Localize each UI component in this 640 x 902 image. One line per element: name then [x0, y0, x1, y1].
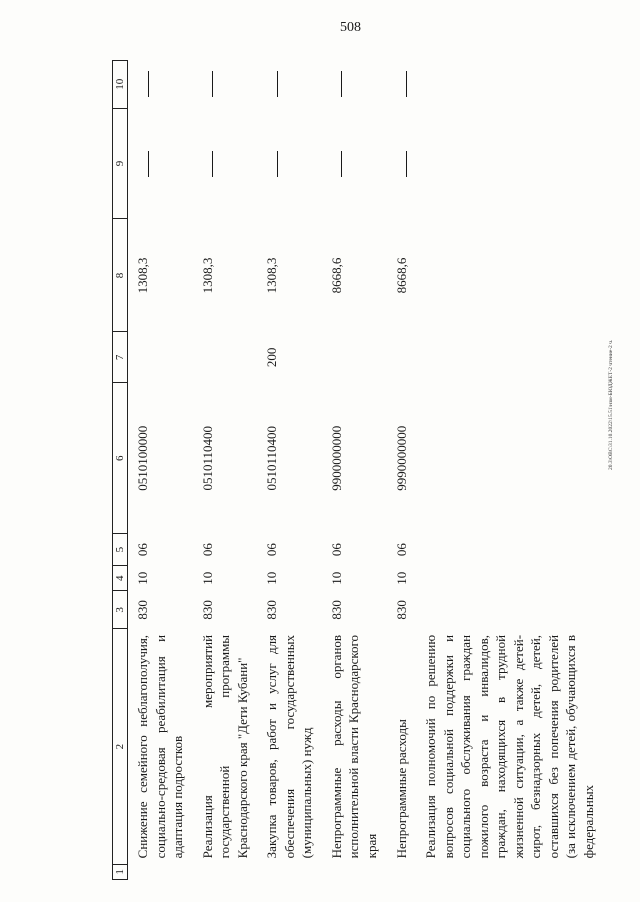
page-number: 508 [340, 20, 361, 35]
cell-col10 [416, 61, 603, 109]
cell-ministry: 830 [264, 600, 280, 620]
cell-section: 10 [328, 571, 344, 585]
cell-col9 [322, 108, 387, 219]
cell-col10 [257, 61, 322, 109]
table-row [322, 61, 387, 880]
header-row [113, 61, 128, 880]
header-cell: 8 [113, 219, 128, 332]
header-cell: 4 [113, 566, 128, 591]
cell-amount [416, 219, 603, 332]
table-row [193, 61, 258, 880]
footer-code: 20.3\ОВС\31.10.2022\15.51\нзм-БЮДЖЕТ-2 чтение-2 ч. [608, 339, 614, 470]
cell-amount: 1308,3 [135, 257, 150, 294]
cell-ministry [416, 591, 603, 629]
table-row [387, 61, 417, 880]
dash-mark [212, 71, 213, 97]
cell-expense-type [322, 332, 387, 383]
header-cell: 7 [113, 332, 128, 383]
cell-subsection: 06 [199, 543, 215, 557]
cell-expense-type: 200 [264, 347, 280, 368]
cell-subsection: 06 [393, 543, 409, 557]
cell-section: 10 [135, 571, 150, 585]
cell-expense-type [416, 332, 603, 383]
row-name: Снижение семейного неблагополучия, социально-средовая реабилитация и адаптация подростков [135, 634, 186, 859]
cell-amount: 8668,6 [393, 257, 409, 294]
header-cell: 5 [113, 534, 128, 566]
dash-mark [212, 151, 213, 177]
cell-target-article: 0510100000 [135, 425, 150, 491]
cell-section: 10 [393, 571, 409, 585]
header-cell: 2 [113, 629, 128, 864]
cell-col10 [322, 61, 387, 109]
cell-ministry: 830 [393, 600, 409, 620]
cell-subsection [416, 534, 603, 566]
header-cell: 1 [113, 864, 128, 879]
cell-col9 [257, 108, 322, 219]
cell-ministry: 830 [328, 600, 344, 620]
cell-target-article: 0510110400 [199, 425, 215, 491]
dash-mark [341, 151, 342, 177]
cell-ministry: 830 [135, 600, 150, 620]
budget-table [112, 60, 604, 880]
cell-col10 [387, 61, 417, 109]
cell-section: 10 [264, 571, 280, 585]
cell-amount: 1308,3 [264, 257, 280, 294]
cell-expense-type [193, 332, 258, 383]
header-cell: 6 [113, 383, 128, 534]
cell-col10 [193, 61, 258, 109]
cell-ministry: 830 [199, 600, 215, 620]
row-name: Реализация полномочий по решению вопросов социальной поддержки и социального обслуживания граждан пожилого возраста и инвалидов, граждан, находящихся в трудной жизненной ситуации, а также детей-сирот, безнадзорных детей, детей, оставшихся без попечения родителей (за исключением детей, обучающихся в федеральных [423, 634, 597, 859]
cell-amount: 1308,3 [199, 257, 215, 294]
table-row [257, 61, 322, 880]
dash-mark [341, 71, 342, 97]
cell-col9 [128, 108, 193, 219]
row-name: Непрограммные расходы [393, 719, 409, 859]
cell-section: 10 [199, 571, 215, 585]
cell-target-article: 9900000000 [328, 425, 344, 491]
cell-subsection: 06 [135, 543, 150, 557]
table-row [416, 61, 603, 880]
cell-col9 [193, 108, 258, 219]
header-cell: 10 [113, 61, 128, 109]
cell-subsection: 06 [328, 543, 344, 557]
cell-expense-type [128, 332, 193, 383]
cell-target-article: 0510110400 [264, 425, 280, 491]
header-cell: 9 [113, 108, 128, 219]
dash-mark [277, 151, 278, 177]
cell-expense-type [387, 332, 417, 383]
row-name: Реализация мероприятий государственной программы Краснодарского края "Дети Кубани" [199, 634, 250, 859]
dash-mark [406, 71, 407, 97]
cell-section [416, 566, 603, 591]
cell-col9 [387, 108, 417, 219]
dash-mark [277, 71, 278, 97]
dash-mark [406, 151, 407, 177]
cell-col10 [128, 61, 193, 109]
row-name: Непрограммные расходы органов исполнительной власти Краснодарского края [328, 634, 380, 859]
header-cell: 3 [113, 591, 128, 629]
cell-amount: 8668,6 [328, 257, 344, 294]
cell-target-article: 9990000000 [393, 425, 409, 491]
dash-mark [148, 71, 149, 97]
cell-col9 [416, 108, 603, 219]
row-name: Закупка товаров, работ и услуг для обеспечения государственных (муниципальных) нужд [264, 634, 315, 859]
cell-target-article [416, 383, 603, 534]
rotated-table-sheet [112, 60, 612, 880]
cell-subsection: 06 [264, 543, 280, 557]
table-row [128, 61, 193, 880]
dash-mark [148, 151, 149, 177]
